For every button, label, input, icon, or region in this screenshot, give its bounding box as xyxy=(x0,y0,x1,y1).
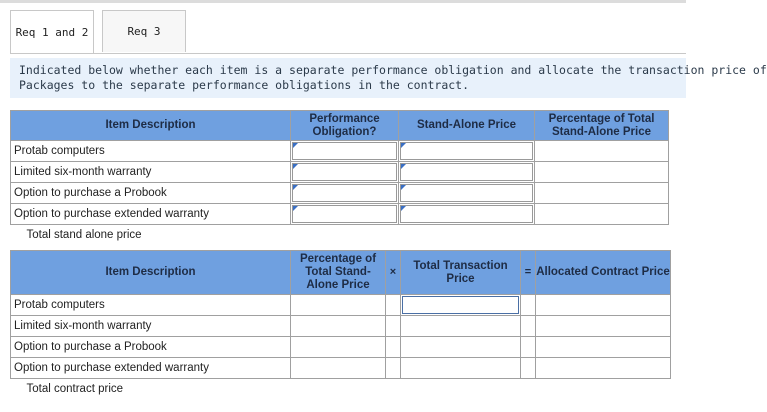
col-allocated-contract-price: Allocated Contract Price xyxy=(536,251,671,295)
price-cell xyxy=(399,204,535,225)
percentage-cell xyxy=(535,162,669,183)
stand-alone-price-input[interactable] xyxy=(400,205,533,223)
total-transaction-price-input[interactable] xyxy=(402,296,519,314)
col-percentage-total: Percentage of Total Stand-Alone Price xyxy=(535,111,669,141)
total-row xyxy=(11,379,671,400)
dropdown-marker-icon xyxy=(293,164,298,169)
stand-alone-price-input[interactable] xyxy=(400,142,533,160)
table-row xyxy=(11,295,671,316)
row-label: Option to purchase extended warranty xyxy=(11,204,291,225)
table2-header-row xyxy=(11,251,671,295)
obligation-cell xyxy=(291,204,399,225)
col-performance-obligation: Performance Obligation? xyxy=(291,111,399,141)
row-label: Option to purchase extended warranty xyxy=(11,358,291,379)
obligation-cell xyxy=(291,162,399,183)
col-total-transaction-price: Total Transaction Price xyxy=(401,251,521,295)
percentage-cell xyxy=(535,141,669,162)
input-marker-icon xyxy=(401,185,406,190)
table1-header-row xyxy=(11,111,669,141)
obligation-cell xyxy=(291,183,399,204)
tab-bar xyxy=(10,10,194,54)
obligation-cell xyxy=(291,141,399,162)
price-cell xyxy=(399,183,535,204)
stand-alone-price-input[interactable] xyxy=(400,163,533,181)
table-row xyxy=(11,337,671,358)
col-percentage-total: Percentage of Total Stand-Alone Price xyxy=(291,251,386,295)
dropdown-marker-icon xyxy=(293,206,298,211)
instructions-line-1: Indicated below whether each item is a separate performance obligation and allocate the transaction price of xyxy=(19,63,767,77)
transaction-price-cell xyxy=(401,295,521,316)
col-item-description: Item Description xyxy=(11,111,291,141)
percentage-cell xyxy=(535,204,669,225)
allocation-table xyxy=(10,250,671,399)
table-row xyxy=(11,141,669,162)
input-marker-icon xyxy=(401,206,406,211)
price-cell xyxy=(399,141,535,162)
dropdown-marker-icon xyxy=(293,143,298,148)
tab-divider xyxy=(10,53,686,54)
row-label: Protab computers xyxy=(11,295,291,316)
tab-req-3[interactable]: Req 3 xyxy=(102,10,186,52)
obligation-select[interactable] xyxy=(292,163,397,181)
total-stand-alone-label: Total stand alone price xyxy=(11,225,291,246)
price-cell xyxy=(399,162,535,183)
row-label: Protab computers xyxy=(11,141,291,162)
input-marker-icon xyxy=(401,164,406,169)
stand-alone-price-input[interactable] xyxy=(400,184,533,202)
input-marker-icon xyxy=(401,143,406,148)
row-label: Limited six-month warranty xyxy=(11,162,291,183)
row-label: Option to purchase a Probook xyxy=(11,183,291,204)
row-label: Option to purchase a Probook xyxy=(11,337,291,358)
top-divider xyxy=(0,0,686,3)
tab-req-1-and-2[interactable]: Req 1 and 2 xyxy=(10,10,94,54)
row-label: Limited six-month warranty xyxy=(11,316,291,337)
obligation-select[interactable] xyxy=(292,142,397,160)
multiply-operator: × xyxy=(386,251,401,295)
obligation-select[interactable] xyxy=(292,184,397,202)
dropdown-marker-icon xyxy=(293,185,298,190)
equals-operator: = xyxy=(521,251,536,295)
instructions-line-2: Packages to the separate performance obligations in the contract. xyxy=(19,78,470,92)
col-item-description: Item Description xyxy=(11,251,291,295)
col-stand-alone-price: Stand-Alone Price xyxy=(399,111,535,141)
percentage-cell xyxy=(535,183,669,204)
table-row xyxy=(11,358,671,379)
standalone-price-table xyxy=(10,110,669,245)
table-row xyxy=(11,162,669,183)
table-row xyxy=(11,204,669,225)
total-contract-price-label: Total contract price xyxy=(11,379,291,400)
table-row xyxy=(11,316,671,337)
table-row xyxy=(11,183,669,204)
obligation-select[interactable] xyxy=(292,205,397,223)
instructions-box xyxy=(10,58,767,98)
total-row xyxy=(11,225,669,246)
